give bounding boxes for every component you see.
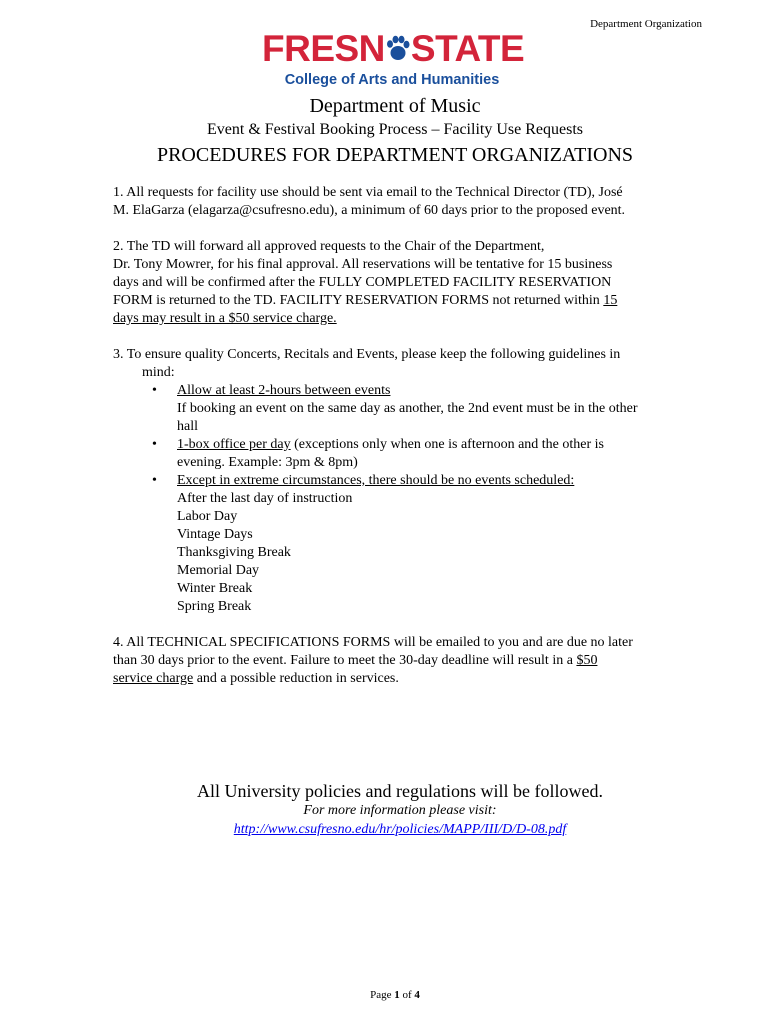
guideline-1-heading: Allow at least 2-hours between events [177,383,391,398]
policy-statement: All University policies and regulations will be followed. [197,781,603,801]
item-2-days-number: 15 [603,293,618,308]
item-2-line-2: Dr. Tony Mowrer, for his final approval. All reservations will be tentative for 15 business [113,257,613,272]
no-event-date: Spring Break [177,599,252,614]
item-2-line-3: days and will be confirmed after the FULLY COMPLETED FACILITY RESERVATION [113,275,612,290]
guideline-item [148,472,673,616]
bullet-icon: • [152,383,157,398]
item-4-line-2 [113,652,673,670]
item-4-line-3 [113,670,673,688]
procedures-heading: PROCEDURES FOR DEPARTMENT ORGANIZATIONS [156,144,634,166]
no-event-date: Thanksgiving Break [177,545,291,560]
item-3-line-1: 3. To ensure quality Concerts, Recitals and Events, please keep the following guidelines in [113,347,621,362]
procedure-item-2 [113,238,673,328]
page-footer [0,989,770,1001]
of-word: of [399,989,415,1001]
policy-link[interactable]: http://www.csufresno.edu/hr/policies/MAPP/III/D/D-08.pdf [233,822,567,837]
procedure-item-3 [113,346,673,616]
bullet-icon: • [152,473,157,488]
item-2-line-1: 2. The TD will forward all approved requests to the Chair of the Department, [113,239,545,254]
title-block [0,93,770,169]
closing-block [0,780,770,840]
guideline-1-line-1: If booking an event on the same day as another, the 2nd event must be in the other [177,401,638,416]
item-1-line-1: 1. All requests for facility use should be sent via email to the Technical Director (TD), José [113,185,623,200]
no-event-date: After the last day of instruction [177,491,353,506]
item-4-service-charge: service charge [113,671,194,686]
guideline-2-heading: 1-box office per day [177,437,291,452]
no-event-date: Memorial Day [177,563,260,578]
department-title: Department of Music [309,95,481,117]
item-2-line-5: days may result in a $50 service charge. [113,311,337,326]
item-4-line-3-text: and a possible reduction in services. [193,671,399,686]
item-1-line-2: M. ElaGarza (elagarza@csufresno.edu), a minimum of 60 days prior to the proposed event. [113,203,626,218]
running-header: Department Organization [590,18,702,30]
no-event-date: Winter Break [177,581,253,596]
paw-print-icon [385,34,411,64]
no-event-date: Vintage Days [177,527,253,542]
no-event-date: Labor Day [177,509,238,524]
logo-wordmark [262,28,525,69]
logo-word-right: STATE [410,28,525,69]
guideline-item [148,382,673,436]
procedure-item-4 [113,634,673,688]
item-2-line-4-text: FORM is returned to the TD. FACILITY RESERVATION FORMS not returned within [113,293,604,308]
item-2-line-4 [113,292,673,310]
no-event-dates-list [177,490,673,616]
more-info-text: For more information please visit: [303,803,497,818]
page-number: 1 [394,989,400,1001]
process-title: Event & Festival Booking Process – Facility Use Requests [207,121,583,138]
procedure-body [113,184,673,706]
guideline-2-line-2: evening. Example: 3pm & 8pm) [177,455,358,470]
page-word: Page [370,989,395,1001]
guideline-1-line-2: hall [177,419,198,434]
item-4-charge-amount: $50 [576,653,598,668]
logo-word-left: FRESN [262,28,385,69]
procedure-item-1 [113,184,673,220]
item-4-line-2-text: than 30 days prior to the event. Failure to meet the 30-day deadline will result in a [113,653,577,668]
university-logo [262,28,525,88]
item-4-line-1: 4. All TECHNICAL SPECIFICATIONS FORMS will be emailed to you and are due no later [113,635,633,650]
guidelines-list [113,382,673,616]
item-3-line-2: mind: [142,365,175,380]
page-total: 4 [414,989,420,1001]
bullet-icon: • [152,437,157,452]
guideline-3-heading: Except in extreme circumstances, there should be no events scheduled: [177,473,575,488]
guideline-2-rest: (exceptions only when one is afternoon and the other is [290,437,604,452]
guideline-item [148,436,673,472]
college-subtitle: College of Arts and Humanities [284,72,500,88]
guideline-2-line-1 [177,436,673,454]
